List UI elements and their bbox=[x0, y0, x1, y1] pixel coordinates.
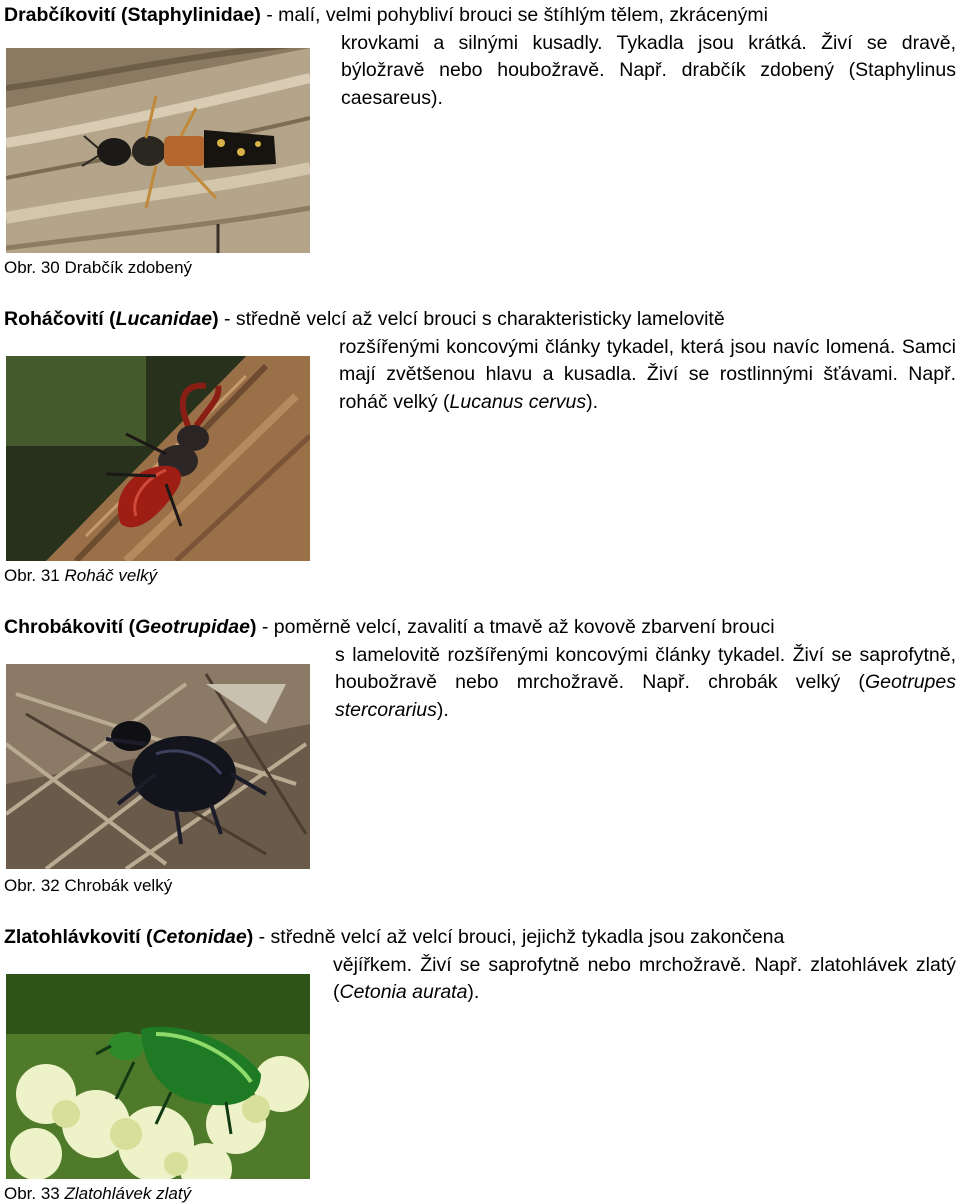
line-first bbox=[4, 616, 775, 638]
family-body: krovkami a silnými kusadly. Tykadla jsou krátká. Živí se dravě, býložravě nebo houbožravě. Např. drabčík zdobený (Staphylinus caesareus). bbox=[341, 31, 956, 109]
family-body: s lamelovitě rozšířenými koncovými články tykadel. Živí se saprofytně, houbožravě nebo mrchožravě. Např. chrobák velký (Geotrupes stercorarius). bbox=[335, 643, 956, 721]
photo-rose-chafer bbox=[6, 974, 310, 1179]
family-name: Zlatohlávkovití (Cetonidae) bbox=[4, 926, 254, 948]
figure-caption: Obr. 30 Drabčík zdobený bbox=[4, 258, 193, 277]
family-body: rozšířenými koncovými články tykadel, která jsou navíc lomená. Samci mají zvětšenou hlavu a kusadla. Živí se rostlinnými šťávami. Např. roháč velký (Lucanus cervus). bbox=[339, 335, 956, 413]
photo-dor-beetle bbox=[6, 664, 310, 869]
family-name: Chrobákovití (Geotrupidae) bbox=[4, 616, 257, 638]
entry-geotrupidae bbox=[0, 614, 960, 914]
figure-caption: Obr. 31 Roháč velký bbox=[4, 566, 158, 585]
photo-rove-beetle bbox=[6, 48, 310, 253]
family-desc: - středně velcí až velcí brouci s charakteristicky lamelovitě bbox=[218, 308, 725, 330]
family-desc: - poměrně velcí, zavalití a tmavě až kovově zbarvení brouci bbox=[256, 616, 775, 638]
line-first bbox=[4, 926, 784, 948]
line-first bbox=[4, 308, 725, 330]
entry-staphylinidae bbox=[0, 0, 960, 300]
family-name: Drabčíkovití (Staphylinidae) bbox=[4, 4, 261, 26]
figure-caption: Obr. 33 Zlatohlávek zlatý bbox=[4, 1184, 192, 1203]
line-first bbox=[4, 4, 768, 26]
figure-caption: Obr. 32 Chrobák velký bbox=[4, 876, 173, 895]
family-desc: - malí, velmi pohybliví brouci se štíhlým tělem, zkrácenými bbox=[260, 4, 768, 26]
family-body: vějířkem. Živí se saprofytně nebo mrchožravě. Např. zlatohlávek zlatý (Cetonia aurata). bbox=[333, 953, 956, 1003]
family-desc: - středně velcí až velcí brouci, jejichž tykadla jsou zakončena bbox=[253, 926, 785, 948]
entry-lucanidae bbox=[0, 306, 960, 606]
photo-stag-beetle bbox=[6, 356, 310, 561]
entry-cetonidae bbox=[0, 922, 960, 1204]
family-name: Roháčovití (Lucanidae) bbox=[4, 308, 219, 330]
